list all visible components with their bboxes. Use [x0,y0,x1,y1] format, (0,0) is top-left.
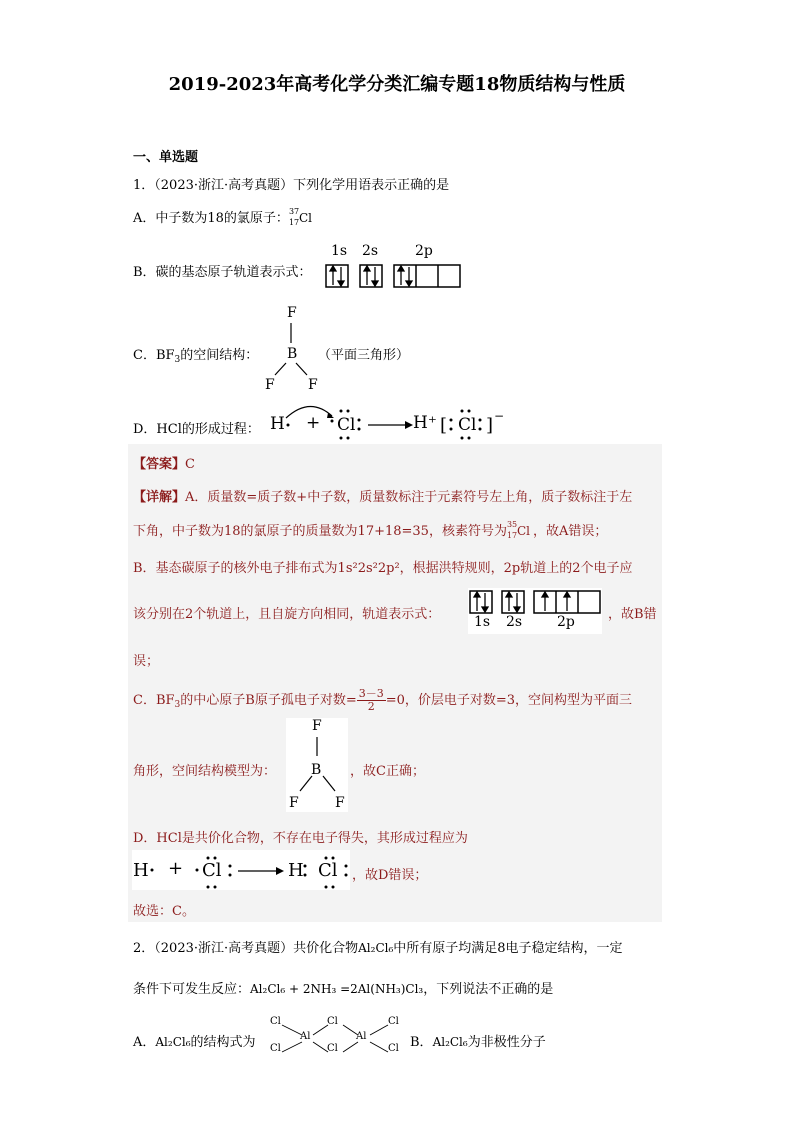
detail-orbital-2p: 2p [557,614,575,630]
nuclide-symbol: Cl [298,210,312,225]
q2-b-post: 为非极性分子 [467,1035,546,1050]
detail-hcl-covalent-formation [132,850,350,890]
detail-h-product: H [288,860,304,881]
detail-nuclide [506,519,533,540]
q2-b-pre: B． [410,1035,433,1050]
detail-orbital-1s: 1s [474,614,491,630]
detail-a2-text: 下角，中子数为18的氯原子的质量数为17+18=35，核素符号为 [133,524,507,539]
al2cl6-cl-bridge-top: Cl [327,1016,338,1027]
lone-pair-fraction [357,688,386,713]
detail-c1 [133,688,632,713]
detail-a2-end: ，故A错误； [532,524,608,539]
q2-stem1-pre: 2．（2023·浙江·高考真题）共价化合物 [133,941,359,956]
detail-bf3-f-left: F [289,795,299,811]
detail-b2: 该分别在2个轨道上，且自旋方向相同，轨道表示式： [133,607,441,622]
detail-nuclide-symbol: Cl [516,523,530,538]
detail-a1 [133,486,632,505]
q2-stem2-pre: 条件下可发生反应： [133,982,251,997]
svg-text:[: [ [440,415,448,436]
al2cl6-al-1: Al [300,1031,311,1042]
q2-stem2-equation: Al₂Cl₆ + 2NH₃ =2Al(NH₃)Cl₃ [250,982,424,996]
detail-final: 故选：C。 [133,904,195,919]
page-title: 2019-2023年高考化学分类汇编专题18物质结构与性质 [168,74,626,95]
q2-stem-line1 [133,937,623,956]
orbital-label-1s: 1s [331,243,348,259]
detail-cl-product: Cl [318,860,338,881]
q1-c-formula: C．BF [133,348,175,363]
q2-option-a [133,1031,256,1050]
detail-h-atom: H [133,860,149,881]
orbital-label-2p: 2p [415,243,433,259]
detail-c2: 角形，空间结构模型为： [133,764,277,779]
q2-a-post: 的结构式为 [190,1035,256,1050]
answer-value: C [185,457,195,472]
detail-c1-mid: 的中心原子B原子孤电子对数= [180,693,357,708]
detail-label: 【详解】 [133,490,186,505]
detail-c2-end: ，故C正确； [350,764,425,779]
q2-a-formula: Al₂Cl₆ [155,1035,191,1049]
q1-option-a [133,207,315,227]
q1-stem: 1．（2023·浙江·高考真题）下列化学用语表示正确的是 [133,178,450,193]
q1-c-note: （平面三角形） [318,348,410,363]
nuclide-mass: 37 [288,206,300,216]
detail-orbital-diagram [469,590,603,616]
detail-b2-end: ，故B错 [608,607,657,622]
q2-stem1-post: 中所有原子均满足8电子稳定结构，一定 [393,941,623,956]
d-h-atom: H [270,414,285,434]
al2cl6-cl-1: Cl [270,1016,281,1027]
section-heading: 一、单选题 [133,150,199,165]
svg-text:]: ] [486,415,494,436]
d-h-plus: H⁺ [413,413,437,433]
q1-option-c [133,344,258,365]
q1-hcl-ionic-formation [268,398,508,440]
detail-cl-atom: Cl [202,860,222,881]
detail-d2-end: ，故D错误； [352,868,428,883]
detail-b1: B．基态碳原子的核外电子排布式为1s²2s²2p²，根据洪特规则，2p轨道上的2个电子应 [133,561,633,576]
bf3-atom-f-left: F [265,377,275,393]
detail-a2 [133,520,607,540]
detail-plus: + [168,858,184,879]
orbital-label-2s: 2s [362,243,379,259]
bf3-atom-f-right: F [308,377,318,393]
q1-c-text: 的空间结构： [180,348,259,363]
detail-a1-text: A．质量数=质子数+中子数，质量数标注于元素符号左上角，质子数标注于左 [185,490,633,505]
q2-stem1-formula: Al₂Cl₆ [358,941,394,955]
answer-label: 【答案】 [133,457,186,472]
d-cl-atom: Cl [337,415,356,435]
fraction-numerator: 3－3 [358,687,384,700]
detail-b3: 误； [133,654,160,669]
svg-text:−: − [494,409,505,423]
al2cl6-cl-bridge-bottom: Cl [327,1043,338,1054]
q1-option-a-text: A．中子数为18的氯原子： [133,211,289,226]
bf3-atom-f-top: F [287,305,297,321]
q1-orbital-diagram [325,264,465,290]
al2cl6-al-2: Al [356,1031,367,1042]
q1-option-b: B．碳的基态原子轨道表示式： [133,265,312,280]
bf3-atom-b: B [287,346,298,362]
detail-bf3-f-right: F [335,795,345,811]
q1-c-subscript: 3 [174,355,181,365]
detail-nuclide-mass: 35 [506,519,518,529]
detail-d1: D．HCl是共价化合物，不存在电子得失，其形成过程应为 [133,831,468,846]
al2cl6-cl-3: Cl [388,1016,399,1027]
detail-nuclide-number: 17 [506,530,518,540]
fraction-denominator: 2 [367,700,375,713]
nuclide-number: 17 [288,217,300,227]
q1-a-nuclide [288,206,315,227]
q2-b-formula: Al₂Cl₆ [432,1035,468,1049]
detail-c1-formula: C．BF [133,693,175,708]
d-plus: + [306,413,321,433]
al2cl6-cl-4: Cl [388,1043,399,1054]
detail-bf3-b: B [311,762,322,778]
detail-bf3-f-top: F [312,718,322,734]
q2-stem2-post: ，下列说法不正确的是 [423,982,554,997]
q2-a-pre: A． [133,1035,156,1050]
d-cl-ion: Cl [458,415,477,435]
q2-stem-line2 [133,978,553,997]
q1-option-d: D．HCl的形成过程： [133,422,260,437]
answer-line [133,453,195,472]
q2-option-b [410,1031,546,1050]
detail-c1-end: =0，价层电子对数=3，空间构型为平面三 [385,693,633,708]
detail-orbital-2s: 2s [506,614,523,630]
al2cl6-cl-2: Cl [270,1043,281,1054]
detail-c1-subscript: 3 [174,700,181,710]
